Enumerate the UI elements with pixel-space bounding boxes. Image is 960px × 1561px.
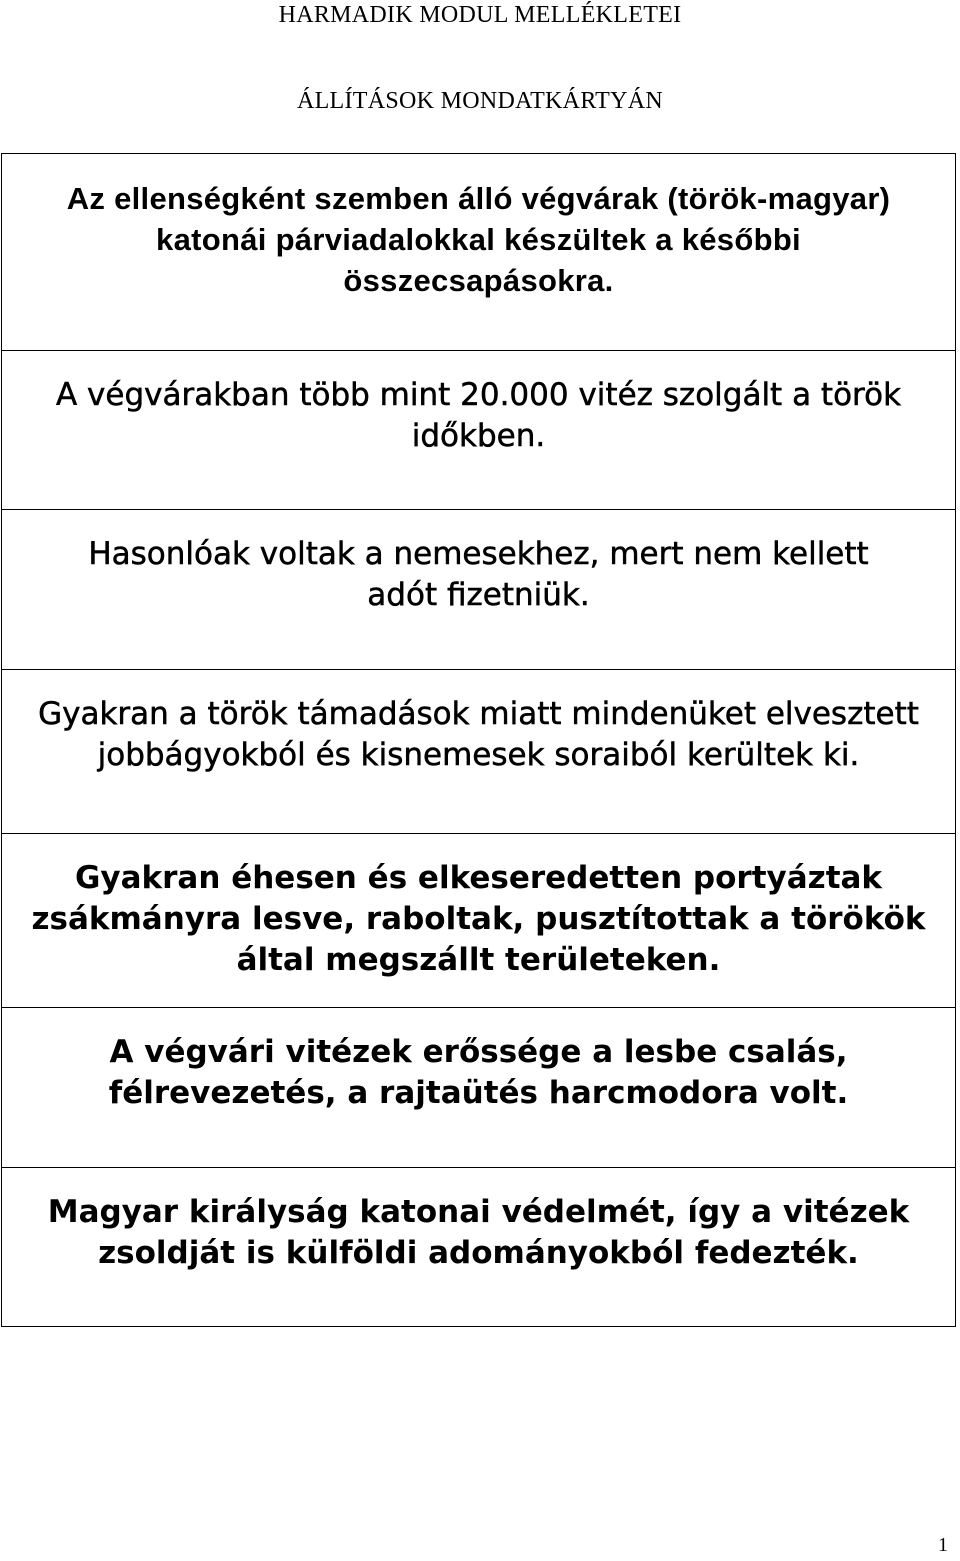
statement-text: Magyar királyság katonai védelmét, így a vitézek zsoldját is külföldi adományokból fedezték.: [47, 1194, 910, 1271]
statement-text: Hasonlóak voltak a nemesekhez, mert nem kellett adót fizetniük.: [88, 536, 869, 613]
statement-text: Az ellenségként szemben álló végvárak (török-magyar) katonái párviadalokkal készültek a későbbi összecsapásokra.: [66, 181, 891, 298]
statement-cards-table: [1, 153, 956, 1327]
statement-text: A végvári vitézek erőssége a lesbe csalás, félrevezetés, a rajtaütés harcmodora volt.: [108, 1034, 849, 1111]
statement-card: [2, 510, 955, 670]
statement-card: [2, 834, 955, 1008]
statement-text: A végvárakban több mint 20.000 vitéz szolgált a török időkben.: [55, 377, 902, 454]
statement-card: [2, 670, 955, 834]
page-number: 1: [938, 1534, 948, 1556]
statement-text: Gyakran a török támadások miatt mindenüket elvesztett jobbágyokból és kisnemesek soraiból kerültek ki.: [38, 696, 919, 773]
page-subtitle: ÁLLÍTÁSOK MONDATKÁRTYÁN: [296, 88, 664, 114]
statement-text: Gyakran éhesen és elkeseredetten portyáztak zsákmányra lesve, raboltak, pusztítottak a törökök által megszállt területeken.: [31, 860, 926, 978]
statement-card: [2, 154, 955, 351]
statement-card: [2, 1008, 955, 1168]
page-title: HARMADIK MODUL MELLÉKLETEI: [278, 2, 682, 28]
statement-card: [2, 1168, 955, 1326]
statement-card: [2, 351, 955, 510]
